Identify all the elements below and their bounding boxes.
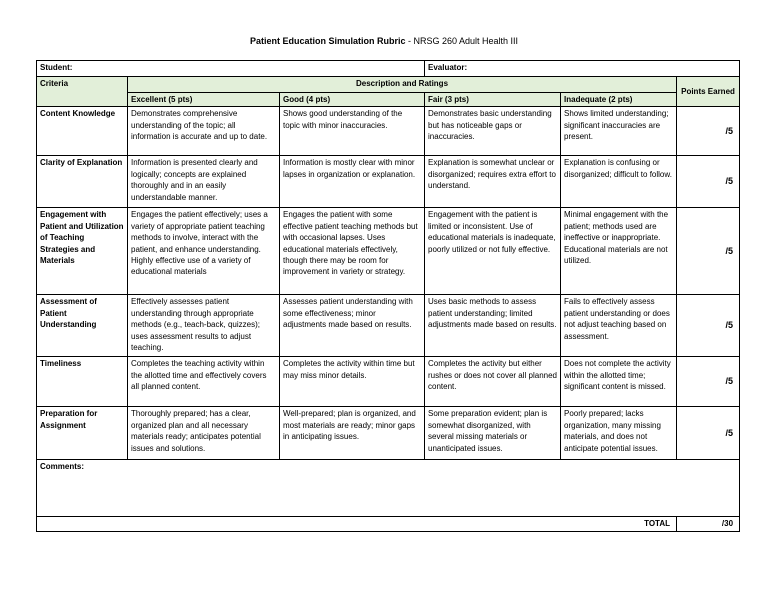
rating-cell: Fails to effectively assess patient understanding or does not adjust teaching based on assessment. — [561, 295, 677, 357]
rating-cell: Minimal engagement with the patient; methods used are ineffective or inappropriate. Educational materials are not utilized. — [561, 208, 677, 295]
points-cell[interactable]: /5 — [677, 107, 740, 156]
criterion-label: Clarity of Explanation — [37, 156, 128, 208]
points-cell[interactable]: /5 — [677, 208, 740, 295]
comments-row — [37, 460, 740, 517]
comments-field[interactable]: Comments: — [37, 460, 740, 517]
rating-cell: Engages the patient with some effective patient teaching methods but with occasional lapses. Uses educational materials effectively, though there may be room for improvement in variety or strategy. — [280, 208, 425, 295]
criterion-label: Content Knowledge — [37, 107, 128, 156]
rating-cell: Completes the activity but either rushes or does not cover all planned content. — [425, 357, 561, 407]
rating-cell: Some preparation evident; plan is somewhat disorganized, with several missing materials or unanticipated issues. — [425, 407, 561, 460]
rating-cell: Information is presented clearly and logically; concepts are explained thoroughly and in an easily understandable manner. — [128, 156, 280, 208]
criterion-label: Engagement with Patient and Utilization of Teaching Strategies and Materials — [37, 208, 128, 295]
description-header: Description and Ratings — [128, 77, 677, 93]
rating-cell: Information is mostly clear with minor lapses in organization or explanation. — [280, 156, 425, 208]
table-row — [37, 295, 740, 357]
level-inadequate: Inadequate (2 pts) — [561, 93, 677, 107]
total-row — [37, 517, 740, 531]
rating-cell: Effectively assesses patient understanding through appropriate methods (e.g., teach-back, quizzes); uses assessment results to adjust teaching. — [128, 295, 280, 357]
rating-cell: Shows limited understanding; significant inaccuracies are present. — [561, 107, 677, 156]
rating-cell: Does not complete the activity within the allotted time; significant content is missed. — [561, 357, 677, 407]
points-cell[interactable]: /5 — [677, 295, 740, 357]
criterion-label: Assessment of Patient Understanding — [37, 295, 128, 357]
criterion-label: Preparation for Assignment — [37, 407, 128, 460]
level-excellent: Excellent (5 pts) — [128, 93, 280, 107]
points-header: Points Earned — [677, 77, 740, 107]
table-row — [37, 357, 740, 407]
table-row — [37, 107, 740, 156]
info-row — [37, 61, 740, 77]
rating-cell: Engages the patient effectively; uses a variety of appropriate patient teaching methods to involve, interact with the patient, and enhance understanding. Highly effective use of a variety of educational materials — [128, 208, 280, 295]
table-row — [37, 156, 740, 208]
total-label: TOTAL — [37, 517, 677, 531]
criterion-label: Timeliness — [37, 357, 128, 407]
rating-cell: Uses basic methods to assess patient understanding; limited adjustments made based on results. — [425, 295, 561, 357]
student-field[interactable]: Student: — [37, 61, 425, 77]
criteria-header: Criteria — [37, 77, 128, 107]
header-row-1 — [37, 77, 740, 93]
rating-cell: Shows good understanding of the topic with minor inaccuracies. — [280, 107, 425, 156]
level-good: Good (4 pts) — [280, 93, 425, 107]
header-row-2 — [37, 93, 740, 107]
rating-cell: Assesses patient understanding with some effectiveness; minor adjustments made based on results. — [280, 295, 425, 357]
rating-cell: Explanation is somewhat unclear or disorganized; requires extra effort to understand. — [425, 156, 561, 208]
rubric-table — [36, 60, 740, 532]
rating-cell: Engagement with the patient is limited or inconsistent. Use of educational materials is inadequate, poorly utilized or not fully effective. — [425, 208, 561, 295]
total-value[interactable]: /30 — [677, 517, 740, 531]
title-course: - NRSG 260 Adult Health III — [405, 36, 519, 46]
rating-cell: Explanation is confusing or disorganized; difficult to follow. — [561, 156, 677, 208]
evaluator-field[interactable]: Evaluator: — [425, 61, 740, 77]
rating-cell: Completes the activity within time but may miss minor details. — [280, 357, 425, 407]
points-cell[interactable]: /5 — [677, 357, 740, 407]
title-main: Patient Education Simulation Rubric — [249, 36, 406, 46]
table-row — [37, 407, 740, 460]
rating-cell: Demonstrates basic understanding but has noticeable gaps or inaccuracies. — [425, 107, 561, 156]
table-row — [37, 208, 740, 295]
rating-cell: Poorly prepared; lacks organization, many missing materials, and does not anticipate potential issues. — [561, 407, 677, 460]
level-fair: Fair (3 pts) — [425, 93, 561, 107]
rating-cell: Demonstrates comprehensive understanding of the topic; all information is accurate and up to date. — [128, 107, 280, 156]
rating-cell: Well-prepared; plan is organized, and most materials are ready; minor gaps in anticipating issues. — [280, 407, 425, 460]
document-title — [0, 36, 768, 46]
points-cell[interactable]: /5 — [677, 407, 740, 460]
rating-cell: Thoroughly prepared; has a clear, organized plan and all necessary materials ready; anticipates potential issues and solutions. — [128, 407, 280, 460]
points-cell[interactable]: /5 — [677, 156, 740, 208]
rating-cell: Completes the teaching activity within the allotted time and effectively covers all planned content. — [128, 357, 280, 407]
